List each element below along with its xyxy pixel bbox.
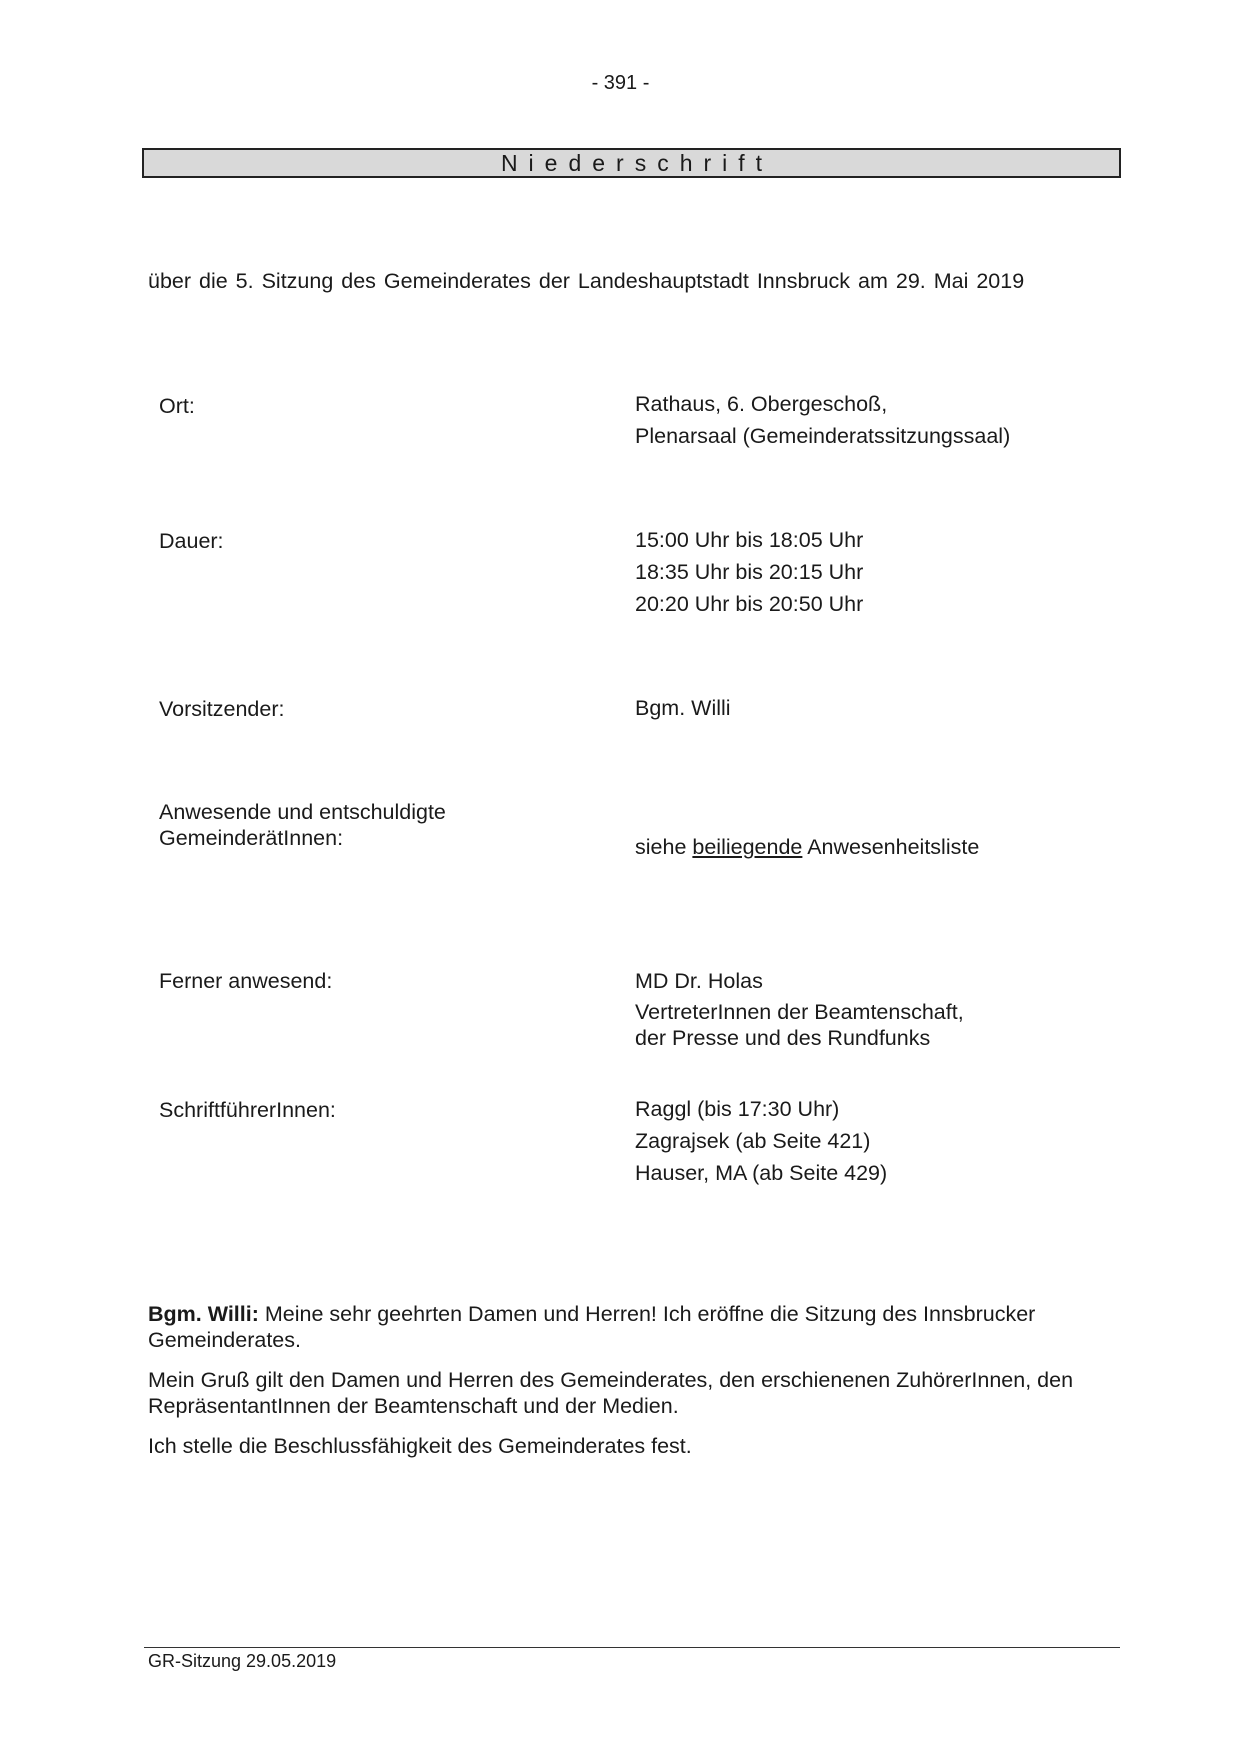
ort-label: Ort:: [159, 394, 195, 418]
ferner-line: VertreterInnen der Beamtenschaft,: [635, 1000, 964, 1024]
speech-paragraph-3: Ich stelle die Beschlussfähigkeit des Gemeinderates fest.: [148, 1434, 692, 1458]
ferner-line: MD Dr. Holas: [635, 969, 763, 993]
speaker-name: Bgm. Willi:: [148, 1302, 259, 1326]
ort-line: Rathaus, 6. Obergeschoß,: [635, 392, 888, 416]
speech-paragraph-2: Mein Gruß gilt den Damen und Herren des Gemeinderates, den erschienenen ZuhörerInnen, den RepräsentantInnen der Beamtenschaft und der Medien.: [148, 1368, 1074, 1418]
vorsitzender-value: [635, 692, 731, 724]
anwesende-label-line: GemeinderätInnen:: [159, 826, 344, 850]
speech-paragraph-1: [148, 1301, 1098, 1353]
anwesende-label: [159, 799, 446, 851]
anwesende-value: [635, 834, 979, 860]
schriftfuehrer-line: Hauser, MA (ab Seite 429): [635, 1161, 888, 1185]
intro-text: über die 5. Sitzung des Gemeinderates der Landeshauptstadt Innsbruck am 29. Mai 2019: [148, 269, 1025, 293]
dauer-line: 15:00 Uhr bis 18:05 Uhr: [635, 528, 864, 552]
footer-text: GR-Sitzung 29.05.2019: [148, 1651, 337, 1671]
ort-value: [635, 388, 1010, 452]
anwesende-prefix: siehe: [635, 835, 687, 859]
schriftfuehrer-value: [635, 1093, 887, 1189]
schriftfuehrer-line: Raggl (bis 17:30 Uhr): [635, 1097, 840, 1121]
document-title: Niederschrift: [142, 148, 1121, 178]
footer-divider: [144, 1647, 1120, 1648]
ferner-value: [635, 968, 964, 1051]
ort-line: Plenarsaal (Gemeinderatssitzungssaal): [635, 424, 1011, 448]
ferner-line: der Presse und des Rundfunks: [635, 1026, 931, 1050]
dauer-value: [635, 524, 863, 620]
ferner-label: Ferner anwesend:: [159, 969, 333, 993]
schriftfuehrer-label: SchriftführerInnen:: [159, 1098, 336, 1122]
anwesende-suffix: Anwesenheitsliste: [807, 835, 980, 859]
dauer-line: 20:20 Uhr bis 20:50 Uhr: [635, 592, 864, 616]
vorsitzender-label: Vorsitzender:: [159, 697, 285, 721]
speech-text: Meine sehr geehrten Damen und Herren! Ich eröffne die Sitzung des Innsbrucker Gemeinderates.: [148, 1302, 1036, 1352]
vorsitzender-line: Bgm. Willi: [635, 696, 731, 720]
dauer-label: Dauer:: [159, 529, 224, 553]
beiliegende-link: beiliegende: [692, 835, 803, 859]
dauer-line: 18:35 Uhr bis 20:15 Uhr: [635, 560, 864, 584]
page-number: - 391 -: [591, 72, 650, 94]
anwesende-label-line: Anwesende und entschuldigte: [159, 800, 446, 824]
schriftfuehrer-line: Zagrajsek (ab Seite 421): [635, 1129, 871, 1153]
